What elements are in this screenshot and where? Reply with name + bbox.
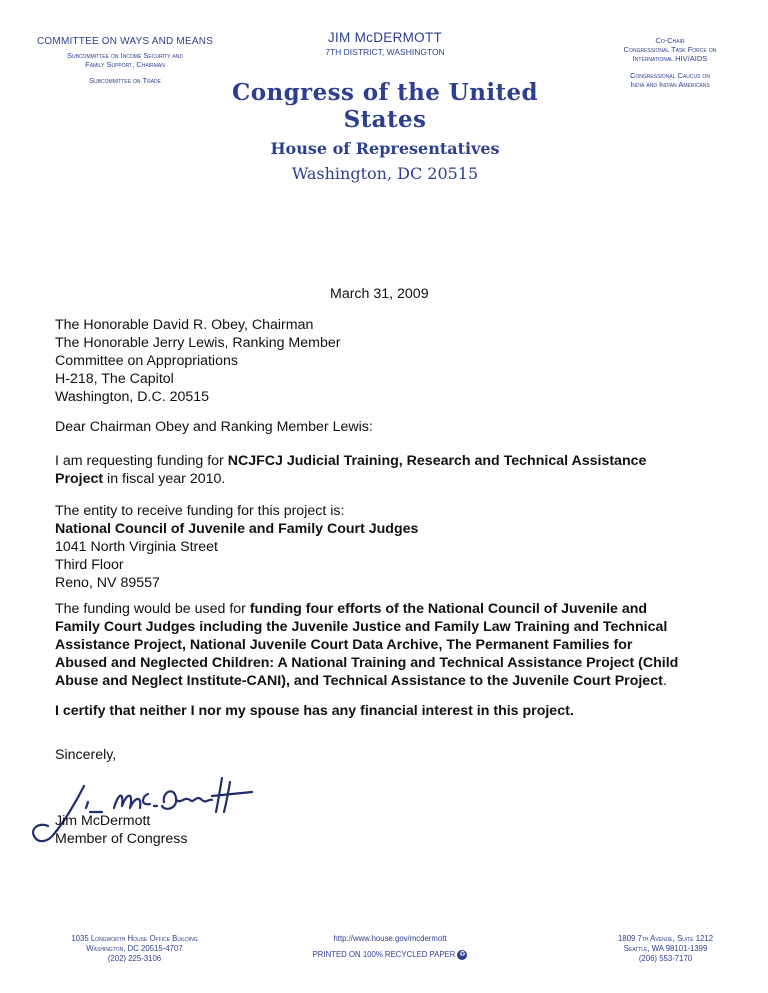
entity-intro: The entity to receive funding for this project is: — [55, 503, 345, 519]
request-prefix: I am requesting funding for — [55, 453, 228, 469]
website-link[interactable]: http://www.house.gov/mcdermott — [333, 934, 447, 943]
signer-title: Member of Congress — [55, 831, 188, 847]
subcommittee-1-line-1: Subcommittee on Income Security and — [67, 51, 183, 60]
use-detail: funding four efforts of the National Council of Juvenile and Family Court Judges including the Juvenile Justice and Family Law Training and Technical Assistance Project, National Juvenile Court Data Archive, The Permanent Families for Abused and Neglected Children: A National Training and Technical Assistance Project (Child Abuse and Neglect Institute-CANI), and Technical Assistance to the Juvenile Court Project — [55, 601, 679, 689]
footer-seattle-office — [568, 934, 763, 964]
footer-right-line: Seattle, WA 98101-1399 — [623, 944, 708, 953]
entity-address-line: 1041 North Virginia Street — [55, 539, 218, 555]
footer-right-line: 1809 7th Avenue, Suite 1212 — [617, 934, 714, 943]
address-line: The Honorable David R. Obey, Chairman — [55, 317, 314, 333]
footer-center — [290, 934, 490, 960]
project-name: NCJFCJ Judicial Training, Research and Technical Assistance Project — [55, 453, 647, 487]
footer-right-line: (206) 553-7170 — [638, 954, 693, 963]
member-name: JIM McDERMOTT — [327, 30, 443, 45]
recycled-paper-note — [290, 950, 490, 960]
congress-title: Congress of the United States — [232, 79, 538, 133]
subcommittee-1-line-2: Family Support, Chairman — [85, 60, 165, 69]
recycled-paper-text: PRINTED ON 100% RECYCLED PAPER — [312, 950, 456, 960]
task-force-line-1: Congressional Task Force on — [623, 45, 717, 54]
address-line: H-218, The Capitol — [55, 371, 174, 387]
house-title: House of Representatives — [270, 139, 500, 158]
letter-date: March 31, 2009 — [330, 286, 429, 302]
cochair-label: Co-Chair — [655, 36, 685, 45]
signer-block — [55, 812, 725, 848]
address-line: The Honorable Jerry Lewis, Ranking Member — [55, 335, 341, 351]
entity-address-line: Reno, NV 89557 — [55, 575, 160, 591]
task-force-line-2: International HIV/AIDS — [632, 54, 708, 63]
use-suffix: . — [662, 673, 667, 689]
inside-address — [55, 316, 725, 406]
footer-left-line: 1035 Longworth House Office Building — [71, 934, 198, 943]
committee-name: COMMITTEE ON WAYS AND MEANS — [37, 36, 213, 47]
caucus-line-1: Congressional Caucus on — [629, 71, 710, 80]
entity-name: National Council of Juvenile and Family Court Judges — [55, 521, 419, 537]
entity-address-line: Third Floor — [55, 557, 124, 573]
footer-left-line: Washington, DC 20515-4707 — [86, 944, 183, 953]
use-prefix: The funding would be used for — [55, 601, 250, 617]
recycle-icon: ♻ — [459, 951, 466, 958]
letterhead-right — [585, 36, 755, 89]
closing: Sincerely, — [55, 747, 117, 763]
letterhead-center — [230, 30, 540, 183]
funding-use-paragraph — [55, 600, 685, 690]
letterhead-left — [30, 36, 220, 85]
caucus-line-2: India and Indian Americans — [630, 80, 710, 89]
entity-block — [55, 502, 725, 592]
subcommittee-2: Subcommittee on Trade — [89, 76, 161, 85]
footer-dc-office — [22, 934, 247, 964]
certification: I certify that neither I nor my spouse has any financial interest in this project. — [55, 703, 574, 719]
request-suffix: in fiscal year 2010. — [103, 471, 226, 487]
footer-left-line: (202) 225-3106 — [107, 954, 162, 963]
letterhead-city: Washington, DC 20515 — [291, 164, 479, 183]
member-district: 7TH DISTRICT, WASHINGTON — [325, 47, 445, 57]
signer-name: Jim McDermott — [55, 813, 151, 829]
request-paragraph — [55, 452, 695, 488]
salutation: Dear Chairman Obey and Ranking Member Lewis: — [55, 419, 373, 435]
address-line: Committee on Appropriations — [55, 353, 238, 369]
address-line: Washington, D.C. 20515 — [55, 389, 210, 405]
